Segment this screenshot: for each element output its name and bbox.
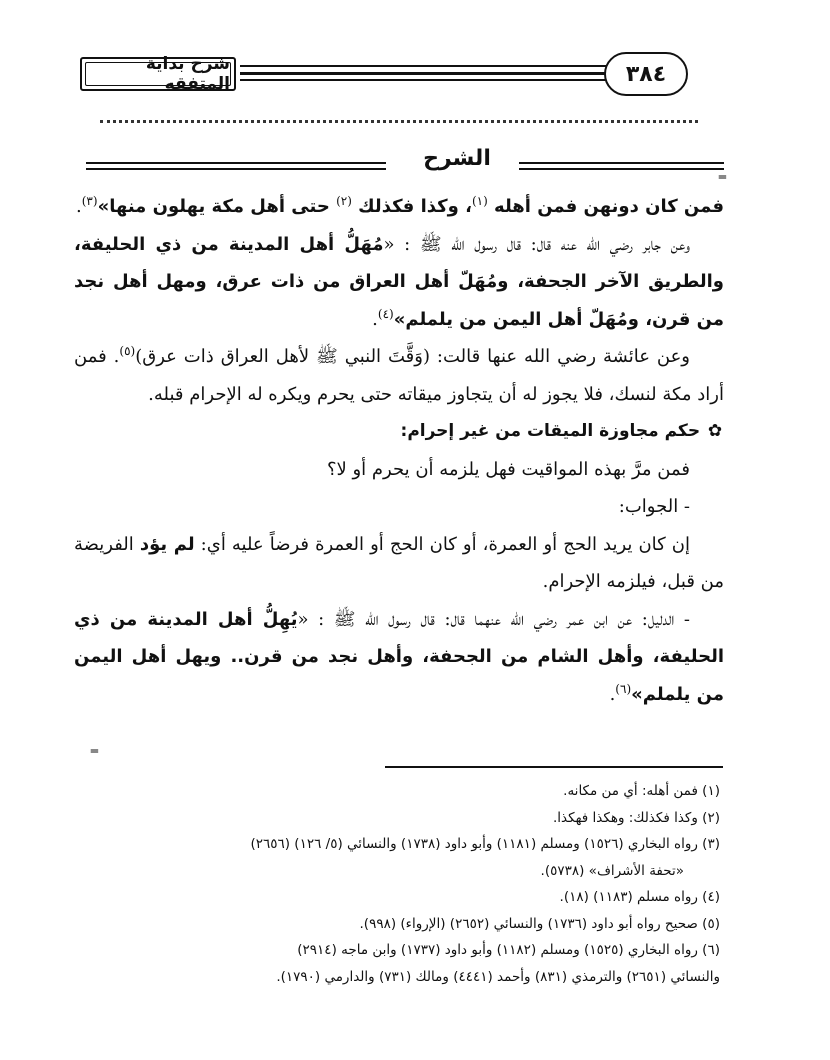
footnote-ref[interactable]: (١) [471,194,488,208]
footnote: (١) فمن أهله: أي من مكانه. [563,783,720,799]
footnote-continuation: «تحفة الأشراف» (٥٧٣٨). [540,862,684,879]
text: . [372,308,378,330]
paragraph [74,526,724,601]
footnote: (٦) رواه البخاري (١٥٢٥) ومسلم (١١٨٢) وأبو داود (١٧٣٧) وابن ماجه (٢٩١٤) [297,942,720,958]
book-title: شرح بداية المتفقه [85,62,231,86]
paragraph [74,338,724,413]
text: حتى أهل مكة يهلون منها» [97,196,337,217]
text: . [76,196,82,217]
footnote: (٣) رواه البخاري (١٥٢٦) ومسلم (١١٨١) وأبو داود (١٧٣٨) والنسائي (٥/ ١٢٦) (٢٦٥٦) [250,836,720,852]
main-text [74,188,724,713]
page-header [80,52,750,100]
footnote: (٢) وكذا فكذلك: وهكذا فهكذا. [553,809,720,826]
footnote-ref[interactable]: (٥) [119,344,136,358]
footnote-ref[interactable]: (٣) [81,194,98,208]
subheading-text: حكم مجاوزة الميقات من غير إحرام: [400,421,701,441]
footnote: (٤) رواه مسلم (١١٨٣) (١٨). [559,889,720,905]
page-number: ٣٨٤ [604,52,688,96]
footnote-ref[interactable]: (٦) [615,681,632,696]
text: إن كان يريد الحج أو العمرة، أو كان الحج أو العمرة فرضاً عليه أي: [194,533,691,555]
text: لم يؤد [139,533,195,555]
paragraph [74,226,724,339]
header-rule [240,79,620,81]
margin-marker: ═ [90,744,98,758]
dotted-separator [100,120,698,137]
header-rule [240,72,620,75]
book-title-frame [80,54,236,94]
paragraph: - الجواب: [618,496,690,517]
hadith-text: يُهِلُّ أهل المدينة من ذي الحليفة، وأهل الشام من الجحفة، وأهل نجد من قرن.. ويهل أهل اليمن من يلملم» [74,608,724,705]
paragraph [74,601,724,714]
section-title: الشرح [423,146,491,171]
subheading [74,413,724,451]
paragraph [74,188,724,226]
text: . فمن أراد مكة لنسك، فلا يجوز له أن يتجاوز ميقاته حتى يحرم ويكره له الإحرام قبله. [74,346,724,405]
text: الفريضة من قبل، فيلزمه الإحرام. [74,533,724,592]
margin-marker: ═ [718,170,726,184]
flower-icon: ✿ [707,421,723,441]
text: ، وكذا فكذلك [351,196,472,217]
section-title-bar [86,146,724,182]
title-rule [519,162,724,164]
text: وعن عائشة رضي الله عنها قالت: (وَقَّتَ النبي ﷺ لأهل العراق ذات عرق) [135,346,691,367]
footnotes [80,778,720,990]
footnote-ref[interactable]: (٢) [336,194,352,208]
title-rule [86,168,386,170]
footnote: (٥) صحيح رواه أبو داود (١٧٣٦) والنسائي (٢٦٥٢) (الإرواء) (٩٩٨). [359,915,720,932]
text: - الدليل: عن ابن عمر رضي الله عنهما قال: قال رسول الله ﷺ : « [297,608,690,630]
header-rule [240,65,620,67]
text: وعن جابر رضي الله عنه قال: قال رسول الله ﷺ : « [383,233,690,255]
text: . [609,683,616,705]
text: فمن كان دونهن فمن أهله [487,196,724,217]
hadith-text: مُهَلُّ أهل المدينة من ذي الحليفة، والطريق الآخر الجحفة، ومُهَلّ أهل العراق من ذات عرق، ومهل أهل نجد من قرن، ومُهَلّ أهل اليمن من يلملم» [74,233,724,330]
paragraph: فمن مرَّ بهذه المواقيت فهل يلزمه أن يحرم أو لا؟ [326,458,690,480]
footnote-continuation: والنسائي (٢٦٥١) والترمذي (٨٣١) وأحمد (٤٤٤١) ومالك (٧٣١) والدارمي (١٧٩٠). [276,968,720,985]
footnote-separator [385,766,723,768]
title-rule [86,162,386,164]
title-rule [519,168,724,170]
footnote-ref[interactable]: (٤) [377,306,394,321]
